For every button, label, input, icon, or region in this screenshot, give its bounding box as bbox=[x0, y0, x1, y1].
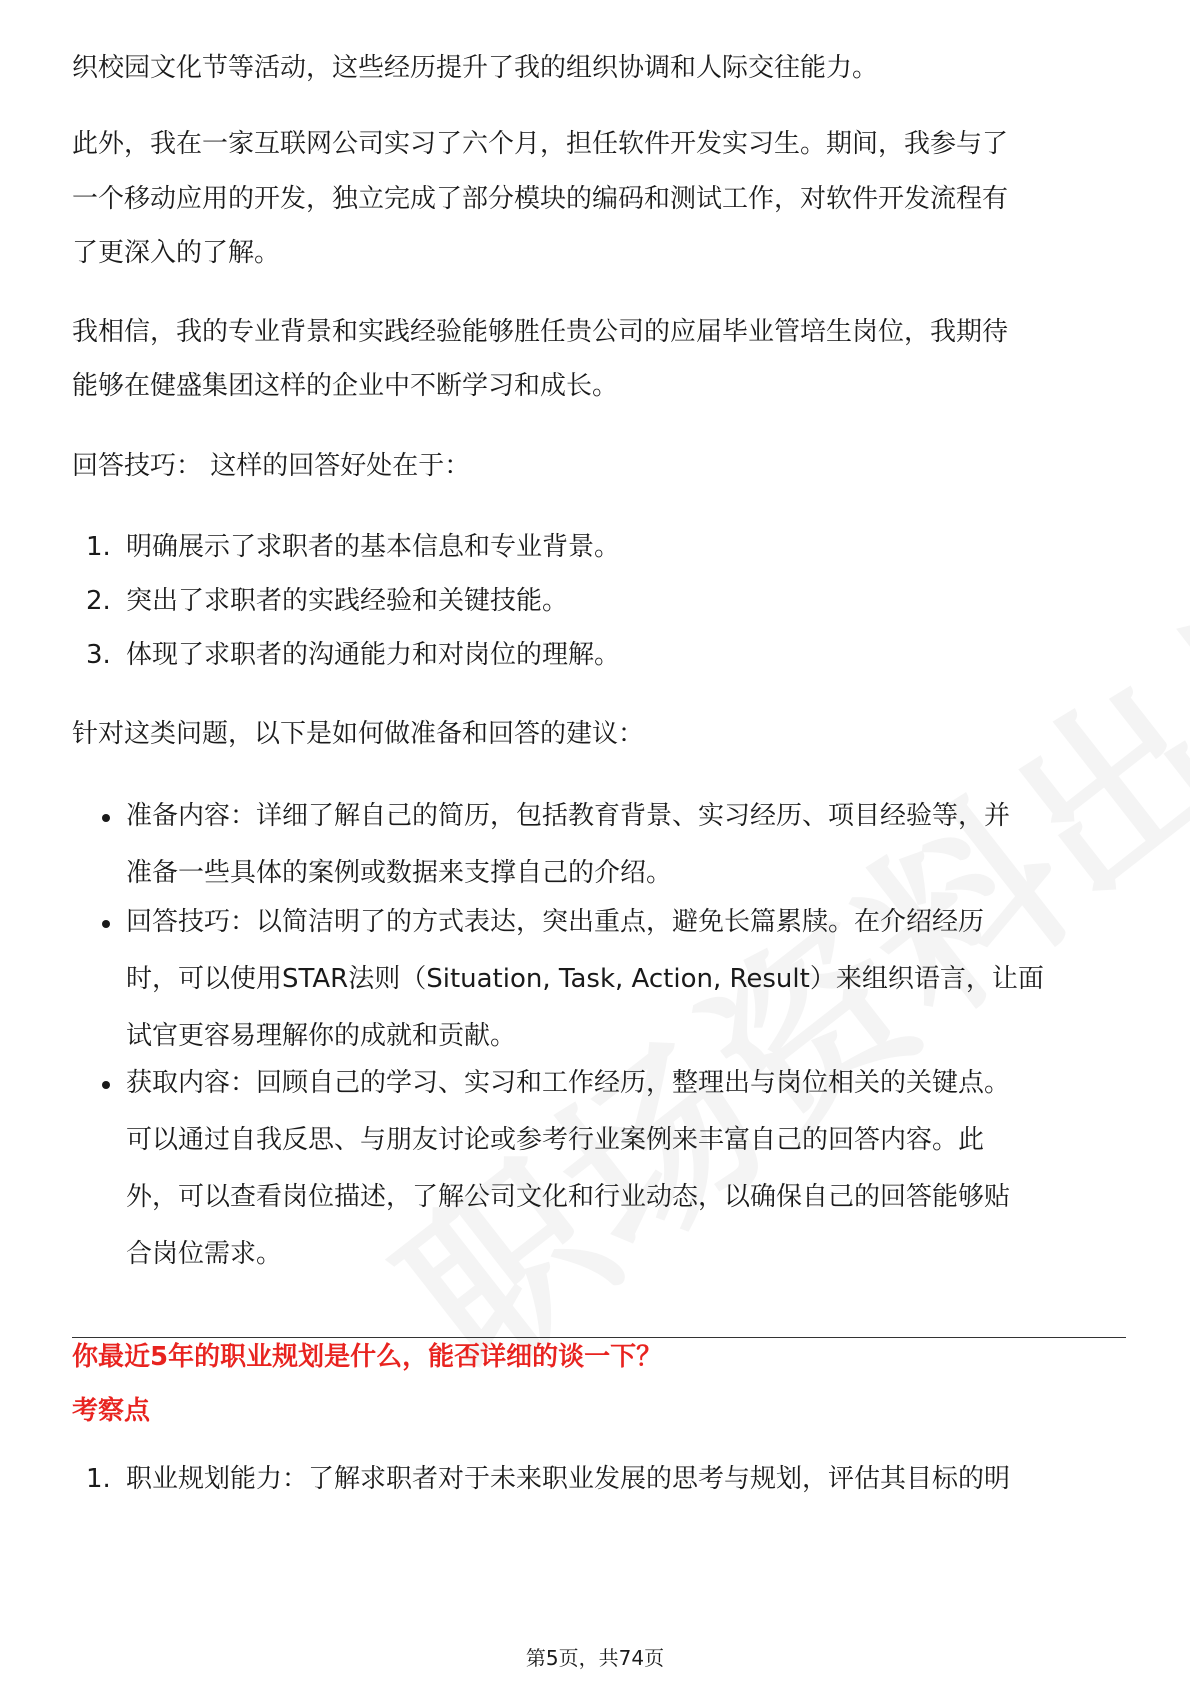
bullet-text bbox=[126, 894, 1126, 1065]
list-number: 3. bbox=[86, 640, 111, 670]
paragraph-line: 能够在健盛集团这样的企业中不断学习和成长。 bbox=[72, 371, 619, 401]
bullet-line: 试官更容易理解你的成就和贡献。 bbox=[126, 1021, 517, 1051]
bullet-line: 回答技巧：以简洁明了的方式表达，突出重点，避免长篇累牍。在介绍经历 bbox=[126, 907, 985, 937]
bullet-line: 准备内容：详细了解自己的简历，包括教育背景、实习经历、项目经验等，并 bbox=[126, 801, 1011, 831]
list-number: 2. bbox=[86, 586, 111, 616]
paragraph-line: 织校园文化节等活动，这些经历提升了我的组织协调和人际交往能力。 bbox=[72, 53, 879, 83]
bullet-line: 获取内容：回顾自己的学习、实习和工作经历，整理出与岗位相关的关键点。 bbox=[126, 1068, 1011, 1098]
advice-intro: 针对这类问题，以下是如何做准备和回答的建议： bbox=[72, 719, 645, 749]
list-number: 1. bbox=[86, 1464, 111, 1494]
paragraph-line: 一个移动应用的开发，独立完成了部分模块的编码和测试工作，对软件开发流程有 bbox=[72, 184, 1009, 214]
paragraph-line: 此外，我在一家互联网公司实习了六个月，担任软件开发实习生。期间，我参与了 bbox=[72, 129, 1009, 159]
bullet-line: 准备一些具体的案例或数据来支撑自己的介绍。 bbox=[126, 858, 673, 888]
bullet-dot bbox=[102, 920, 110, 928]
page-footer: 第5页，共74页 bbox=[525, 1646, 665, 1670]
bullet-dot bbox=[102, 814, 110, 822]
list-number: 1. bbox=[86, 532, 111, 562]
list-text: 体现了求职者的沟通能力和对岗位的理解。 bbox=[126, 640, 621, 670]
bullet-text bbox=[126, 788, 1126, 902]
list-text: 职业规划能力：了解求职者对于未来职业发展的思考与规划，评估其目标的明 bbox=[126, 1464, 1011, 1494]
paragraph-line: 我相信，我的专业背景和实践经验能够胜任贵公司的应届毕业管培生岗位，我期待 bbox=[72, 317, 1009, 347]
bullet-text bbox=[126, 1055, 1126, 1283]
question-heading: 你最近5年的职业规划是什么，能否详细的谈一下？ bbox=[72, 1342, 663, 1372]
bullet-line: 外，可以查看岗位描述，了解公司文化和行业动态，以确保自己的回答能够贴 bbox=[126, 1182, 1011, 1212]
bullet-dot bbox=[102, 1081, 110, 1089]
bullet-line: 时，可以使用STAR法则（Situation, Task, Action, Result）来组织语言，让面 bbox=[126, 964, 1044, 994]
bullet-line: 可以通过自我反思、与朋友讨论或参考行业案例来丰富自己的回答内容。此 bbox=[126, 1125, 985, 1155]
list-text: 突出了求职者的实践经验和关键技能。 bbox=[126, 586, 569, 616]
bullet-line: 合岗位需求。 bbox=[126, 1239, 283, 1269]
section-title: 考察点 bbox=[72, 1396, 151, 1426]
list-text: 明确展示了求职者的基本信息和专业背景。 bbox=[126, 532, 621, 562]
tips-intro: 回答技巧： 这样的回答好处在于： bbox=[72, 451, 471, 481]
paragraph-line: 了更深入的了解。 bbox=[72, 238, 281, 268]
